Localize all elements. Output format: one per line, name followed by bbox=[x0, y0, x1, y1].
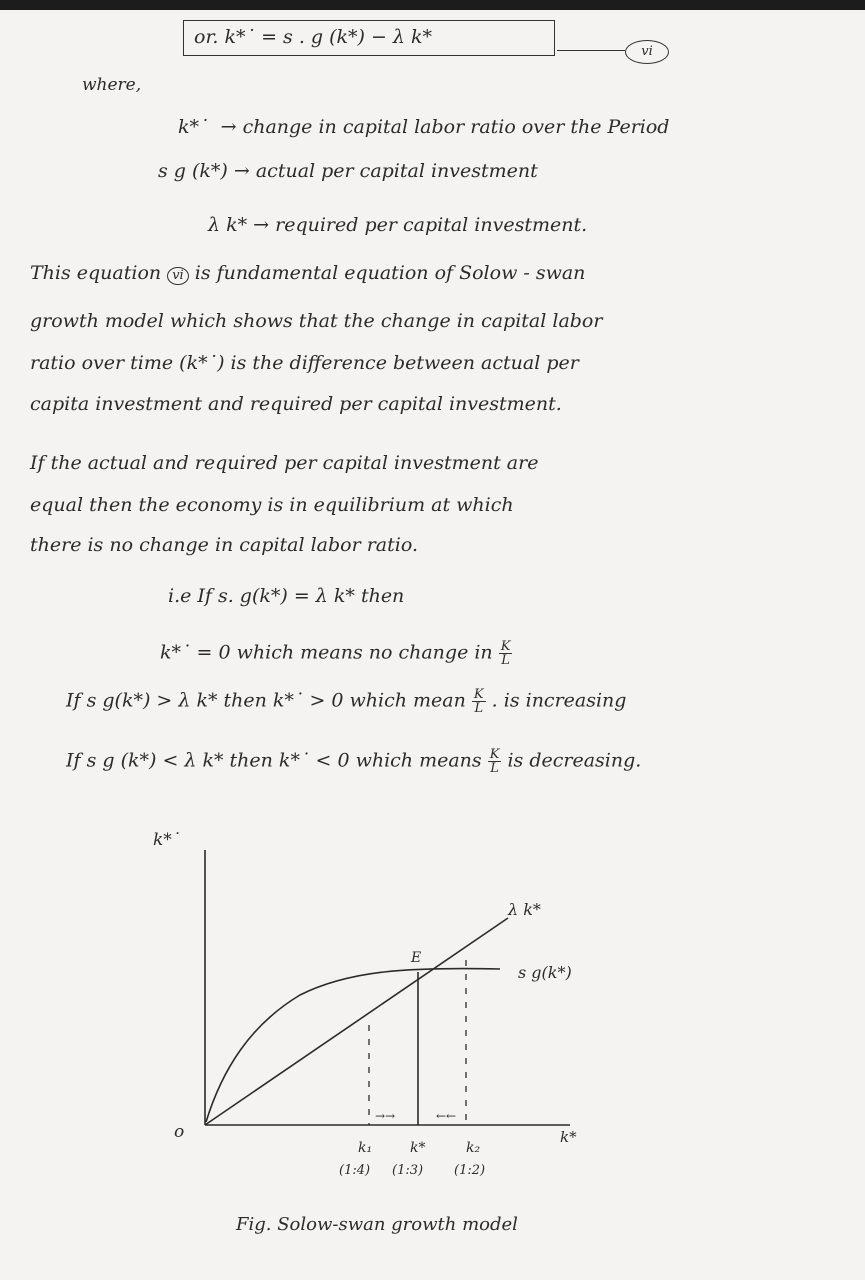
paragraph1-line2: growth model which shows that the change in capital labor bbox=[30, 310, 603, 332]
paragraph-text: This equation bbox=[30, 262, 162, 284]
required-investment-line bbox=[205, 918, 508, 1125]
actual-investment-curve bbox=[206, 968, 500, 1122]
definition-arrow: → bbox=[220, 116, 237, 138]
y-axis-label: k*˙ bbox=[153, 830, 181, 850]
paragraph2-line1: If the actual and required per capital investment are bbox=[30, 452, 539, 474]
definition-text: change in capital labor ratio over the Period bbox=[242, 116, 670, 138]
equation-number-tag: vi bbox=[625, 40, 669, 64]
line-label: λ k* bbox=[508, 900, 541, 919]
k-over-l-fraction: $\frac{K}{L}$ bbox=[500, 639, 511, 668]
tick-coord-k2: (1:2) bbox=[454, 1163, 486, 1178]
definition-symbol: k*˙ bbox=[178, 116, 209, 138]
equation-reference-circle: vi bbox=[167, 267, 189, 285]
paragraph2-line3: there is no change in capital labor ratio. bbox=[30, 534, 418, 556]
definition-text: actual per capital investment bbox=[255, 160, 538, 182]
condition-text: . is increasing bbox=[491, 689, 627, 712]
condition-text: If s g(k*) > λ k* then k*˙ > 0 which mean bbox=[66, 689, 466, 712]
k-over-l-fraction: $\frac{K}{L}$ bbox=[473, 687, 484, 716]
definition-arrow: → bbox=[233, 160, 250, 182]
rightward-arrows: →→ bbox=[375, 1109, 396, 1123]
paragraph2-line2: equal then the economy is in equilibrium at which bbox=[30, 494, 514, 516]
paragraph-text: is fundamental equation of Solow - swan bbox=[194, 262, 586, 284]
equilibrium-label: E bbox=[411, 950, 422, 966]
x-axis-label: k* bbox=[560, 1128, 577, 1146]
paragraph1-line3: ratio over time (k*˙) is the difference between actual per bbox=[30, 352, 579, 374]
tick-label-k2: k₂ bbox=[466, 1140, 481, 1156]
origin-label: o bbox=[174, 1122, 185, 1142]
paragraph1-line4: capita investment and required per capital investment. bbox=[30, 393, 562, 415]
definition-text: required per capital investment. bbox=[275, 214, 588, 236]
tick-coord-kstar: (1:3) bbox=[392, 1163, 424, 1178]
figure-caption: Fig. Solow-swan growth model bbox=[236, 1214, 518, 1235]
condition-text: If s g (k*) < λ k* then k*˙ < 0 which means bbox=[66, 749, 482, 772]
definition-arrow: → bbox=[253, 214, 270, 236]
where-label: where, bbox=[82, 75, 142, 95]
curve-label: s g(k*) bbox=[518, 963, 572, 982]
condition-ie-line: i.e If s. g(k*) = λ k* then bbox=[168, 585, 405, 607]
tick-label-k1: k₁ bbox=[358, 1140, 373, 1156]
definition-symbol: λ k* bbox=[208, 214, 248, 236]
condition-text: is decreasing. bbox=[507, 749, 642, 772]
k-over-l-fraction: $\frac{K}{L}$ bbox=[489, 747, 500, 776]
definition-symbol: s g (k*) bbox=[158, 160, 228, 182]
equation-text: or. k*˙ = s . g (k*) − λ k* bbox=[194, 26, 433, 48]
leftward-arrows: ←← bbox=[436, 1109, 457, 1123]
tick-coord-k1: (1:4) bbox=[339, 1163, 371, 1178]
tick-label-kstar: k* bbox=[410, 1140, 426, 1156]
condition-text: k*˙ = 0 which means no change in bbox=[160, 641, 493, 664]
